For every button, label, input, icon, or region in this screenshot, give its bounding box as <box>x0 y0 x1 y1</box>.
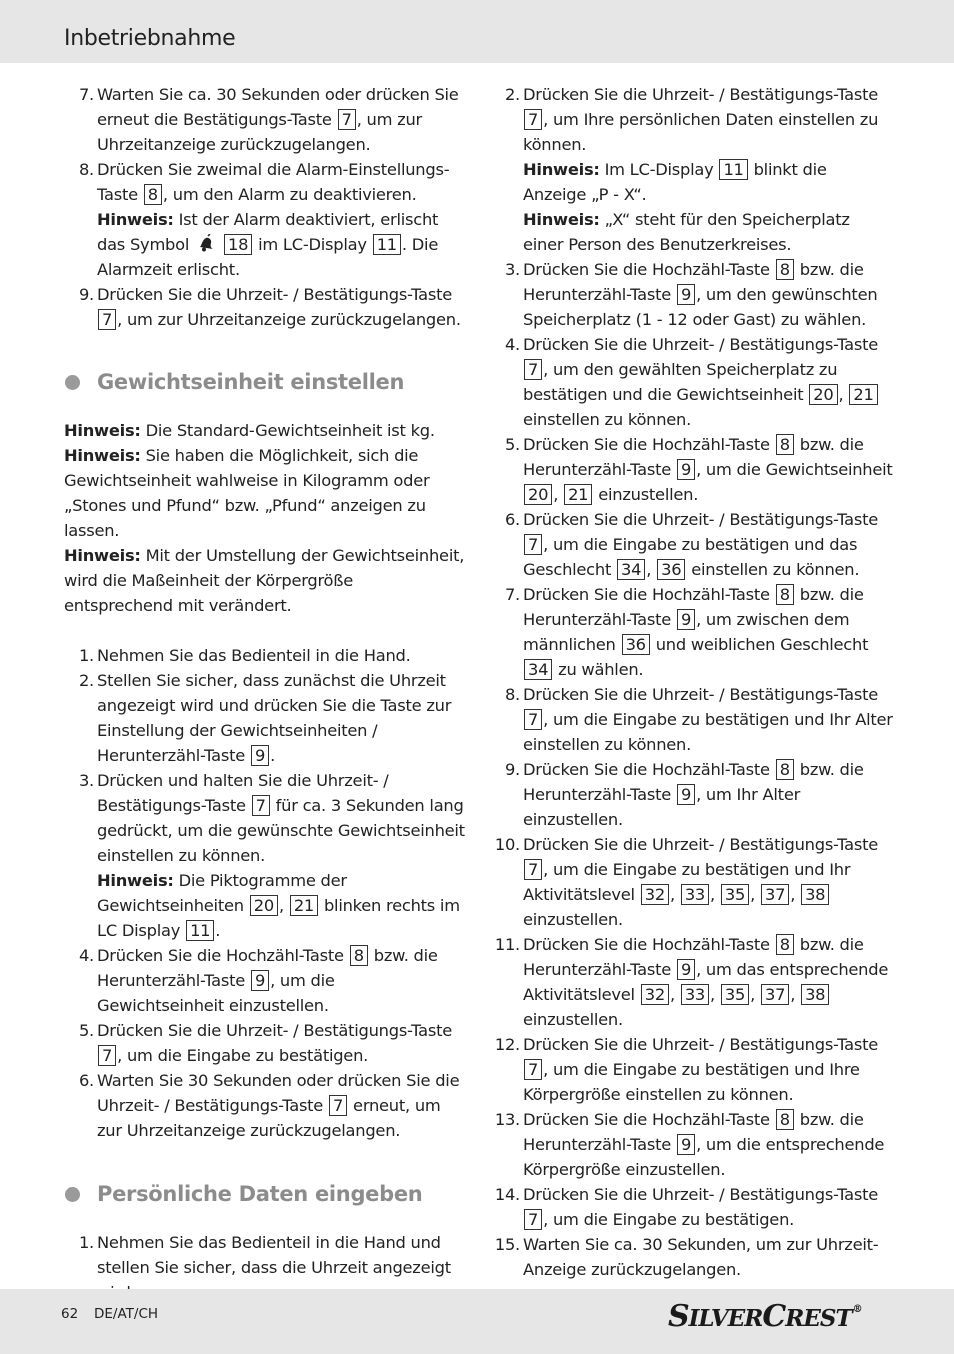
text-run: . <box>215 921 221 940</box>
text-run: . Die Alarmzeit erlischt. <box>97 235 439 279</box>
item-number: 1. <box>78 1233 94 1252</box>
text-run: , <box>646 560 657 579</box>
key-reference: 9 <box>677 459 695 480</box>
text-run: , um den gewünschten Speicherplatz (1 - 12 oder Gast) zu wählen. <box>523 285 878 329</box>
text-run: , <box>750 885 760 904</box>
item-number: 4. <box>78 946 94 965</box>
item-number: 8. <box>504 685 520 704</box>
list-item <box>490 1232 894 1282</box>
text-run: Drücken Sie die Uhrzeit- / Bestätigungs-Taste <box>523 835 879 854</box>
key-reference: 36 <box>657 559 685 580</box>
list-item <box>490 932 894 1032</box>
text-run: „X“ steht für den Speicherplatz einer Person des Benutzerkreises. <box>523 210 850 254</box>
item-number: 7. <box>504 585 520 604</box>
section-title: Gewichtseinheit einstellen <box>97 370 405 394</box>
note-paragraph <box>64 543 466 618</box>
list-item <box>64 768 466 943</box>
note-label: Hinweis: <box>523 210 600 229</box>
key-reference: 7 <box>98 309 116 330</box>
logo-part: S <box>668 1299 689 1334</box>
text-run: , um den Alarm zu deaktivieren. <box>162 185 417 204</box>
key-reference: 37 <box>761 984 789 1005</box>
key-reference: 9 <box>251 745 269 766</box>
key-reference: 11 <box>373 234 401 255</box>
logo-registered-mark: ® <box>852 1304 862 1315</box>
text-run: , <box>278 896 289 915</box>
text-run: , <box>710 885 720 904</box>
text-run: , um die Eingabe zu bestätigen. <box>543 1210 795 1229</box>
item-number: 1. <box>78 646 94 665</box>
text-run: , um zur Uhrzeitanzeige zurückzugelangen. <box>97 110 422 154</box>
list-item <box>490 1032 894 1107</box>
text-run: Drücken Sie die Uhrzeit- / Bestätigungs-Taste <box>523 1185 879 1204</box>
text-run: , um die Eingabe zu bestätigen. <box>117 1046 369 1065</box>
text-run: , um die Gewichtseinheit einzustellen. <box>97 971 335 1015</box>
key-reference: 7 <box>252 795 270 816</box>
key-reference: 35 <box>721 884 749 905</box>
key-reference: 7 <box>524 1059 542 1080</box>
list-item <box>490 432 894 507</box>
section-heading-weight-unit <box>64 368 466 408</box>
key-reference: 32 <box>641 884 669 905</box>
text-run: bzw. die Herunterzähl-Taste <box>523 760 864 804</box>
note-label: Hinweis: <box>64 421 141 440</box>
text-run: , um das entsprechende Aktivitätslevel <box>523 960 889 1004</box>
text-run: bzw. die Herunterzähl-Taste <box>523 1110 864 1154</box>
logo-part: ILVER <box>688 1305 763 1332</box>
key-reference: 8 <box>776 934 794 955</box>
header-bar <box>0 0 954 63</box>
text-run: blinkt die Anzeige „P - X“. <box>523 160 827 204</box>
item-number: 5. <box>504 435 520 454</box>
text-run: bzw. die Herunterzähl-Taste <box>523 435 864 479</box>
text-run: Drücken Sie die Uhrzeit- / Bestätigungs-Taste <box>523 85 879 104</box>
text-run: einstellen zu können. <box>523 410 692 429</box>
text-run: . <box>270 746 276 765</box>
key-reference: 20 <box>524 484 552 505</box>
key-reference: 7 <box>524 534 542 555</box>
item-number: 4. <box>504 335 520 354</box>
text-run: Drücken Sie die Uhrzeit- / Bestätigungs-Taste <box>523 510 879 529</box>
text-run: , <box>790 885 801 904</box>
key-reference: 8 <box>776 759 794 780</box>
text-run: im LC-Display <box>253 235 372 254</box>
text-run: Drücken Sie die Hochzähl-Taste <box>523 1110 775 1129</box>
text-run: Nehmen Sie das Bedienteil in die Hand. <box>97 646 411 665</box>
key-reference: 20 <box>250 895 278 916</box>
list-item <box>64 82 466 157</box>
note-paragraph <box>64 443 466 543</box>
key-reference: 8 <box>776 434 794 455</box>
list-item <box>490 332 894 432</box>
text-run: , um zwischen dem männlichen <box>523 610 850 654</box>
key-reference: 7 <box>338 109 356 130</box>
key-reference: 21 <box>290 895 318 916</box>
list-a <box>64 82 466 332</box>
text-run: Warten Sie 30 Sekunden oder drücken Sie die Uhrzeit- / Bestätigungs-Taste <box>97 1071 460 1115</box>
key-reference: 21 <box>849 384 877 405</box>
item-number: 2. <box>504 85 520 104</box>
key-reference: 34 <box>617 559 645 580</box>
key-reference: 38 <box>801 984 829 1005</box>
list-item <box>64 157 466 282</box>
logo-part: REST <box>785 1305 852 1332</box>
key-reference: 9 <box>677 284 695 305</box>
text-run: , um Ihr Alter einzustellen. <box>523 785 801 829</box>
item-number: 8. <box>78 160 94 179</box>
text-run: einzustellen. <box>593 485 699 504</box>
text-run: Die Piktogramme der Gewichtseinheiten <box>97 871 347 915</box>
key-reference: 7 <box>524 109 542 130</box>
text-run: , <box>669 985 680 1004</box>
text-run: , um die entsprechende Körpergröße einzustellen. <box>523 1135 885 1179</box>
note-label: Hinweis: <box>97 871 174 890</box>
bullet-dot <box>65 375 80 390</box>
text-run: Nehmen Sie das Bedienteil in die Hand und stellen Sie sicher, dass die Uhrzeit angezeigt <box>97 1233 451 1277</box>
text-run: Warten Sie ca. 30 Sekunden, um zur Uhrzeit-Anzeige zurückzugelangen. <box>523 1235 879 1279</box>
text-run: blinken rechts im LC Display <box>97 896 460 940</box>
list-item <box>490 257 894 332</box>
item-number: 7. <box>78 85 94 104</box>
key-reference: 36 <box>622 634 650 655</box>
item-number: 9. <box>78 285 94 304</box>
key-reference: 32 <box>641 984 669 1005</box>
key-reference: 9 <box>677 609 695 630</box>
key-reference: 38 <box>801 884 829 905</box>
key-reference: 33 <box>681 884 709 905</box>
text-run: Drücken Sie die Hochzähl-Taste <box>523 260 775 279</box>
text-run: einstellen zu können. <box>686 560 860 579</box>
text-run: bzw. die Herunterzähl-Taste <box>523 585 864 629</box>
text-run: , <box>750 985 760 1004</box>
key-reference: 8 <box>776 1109 794 1130</box>
section-heading-personal-data <box>64 1180 466 1220</box>
locale-label: DE/AT/CH <box>94 1306 159 1322</box>
key-reference: 7 <box>524 1209 542 1230</box>
note-label: Hinweis: <box>523 160 600 179</box>
text-run: , um die Eingabe zu bestätigen und Ihr Alter einstellen zu können. <box>523 710 893 754</box>
text-run: , <box>838 385 849 404</box>
text-run: , um Ihre persönlichen Daten einstellen zu können. <box>523 110 879 154</box>
text-run: Drücken Sie die Uhrzeit- / Bestätigungs-Taste <box>97 285 453 304</box>
list-item <box>490 757 894 832</box>
key-reference: 9 <box>677 959 695 980</box>
text-run: Drücken Sie die Uhrzeit- / Bestätigungs-Taste <box>523 1035 879 1054</box>
item-number: 3. <box>504 260 520 279</box>
item-number: 13. <box>494 1110 520 1129</box>
key-reference: 8 <box>776 584 794 605</box>
text-run: bzw. die Herunterzähl-Taste <box>523 935 864 979</box>
text-run: , um die Gewichtseinheit <box>696 460 893 479</box>
logo-part: C <box>762 1299 786 1334</box>
list-item <box>490 832 894 932</box>
item-number: 2. <box>78 671 94 690</box>
key-reference: 7 <box>524 859 542 880</box>
text-run: Warten Sie ca. 30 Sekunden oder drücken Sie erneut die Bestätigungs-Taste <box>97 85 459 129</box>
key-reference: 9 <box>677 1134 695 1155</box>
brand-logo <box>668 1299 862 1334</box>
text-run: Sie haben die Möglichkeit, sich die Gewichtseinheit wahlweise in Kilogramm oder „Stones und Pfund“ bzw. „Pfund“ anzeigen zu lassen. <box>64 446 430 540</box>
text-run: , <box>669 885 680 904</box>
text-run: einzustellen. <box>523 910 623 929</box>
key-reference: 21 <box>564 484 592 505</box>
text-run: Drücken Sie die Uhrzeit- / Bestätigungs-Taste <box>97 1021 453 1040</box>
text-run: , <box>790 985 801 1004</box>
text-run: Drücken Sie die Hochzähl-Taste <box>523 435 775 454</box>
item-number: 10. <box>494 835 520 854</box>
text-run: , <box>710 985 720 1004</box>
item-number: 6. <box>504 510 520 529</box>
note-label: Hinweis: <box>64 446 141 465</box>
text-run: für ca. 3 Sekunden lang gedrückt, um die gewünschte Gewichtseinheit einstellen zu können. <box>97 796 465 865</box>
list-item <box>490 682 894 757</box>
text-run: , um zur Uhrzeitanzeige zurückzugelangen. <box>117 310 461 329</box>
item-number: 5. <box>78 1021 94 1040</box>
list-b <box>64 643 466 1143</box>
list-item <box>490 1182 894 1232</box>
list-item <box>490 582 894 682</box>
footer-bar <box>0 1289 954 1354</box>
list-item <box>64 668 466 768</box>
key-reference: 9 <box>251 970 269 991</box>
text-run: , um die Eingabe zu bestätigen und das Geschlecht <box>523 535 858 579</box>
list-item <box>64 1018 466 1068</box>
text-run: , <box>553 485 564 504</box>
item-number: 15. <box>494 1235 520 1254</box>
page-title: Inbetriebnahme <box>64 26 236 51</box>
bullet-dot <box>65 1187 80 1202</box>
text-run: bzw. die Herunterzähl-Taste <box>523 260 864 304</box>
section-title: Persönliche Daten eingeben <box>97 1182 423 1206</box>
text-run: Drücken Sie die Hochzähl-Taste <box>97 946 349 965</box>
key-reference: 8 <box>776 259 794 280</box>
text-run: Stellen Sie sicher, dass zunächst die Uhrzeit angezeigt wird und drücken Sie die Taste zur Einstellung der Gewichtseinheiten / Herunterzähl-Taste <box>97 671 452 765</box>
alarm-bell-icon <box>196 234 216 252</box>
notes <box>64 418 466 618</box>
text-run <box>218 235 223 254</box>
key-reference: 9 <box>677 784 695 805</box>
text-run: Drücken Sie die Uhrzeit- / Bestätigungs-Taste <box>523 335 879 354</box>
text-run: und weiblichen Geschlecht <box>650 635 869 654</box>
text-run: Drücken Sie die Hochzähl-Taste <box>523 935 775 954</box>
key-reference: 8 <box>350 945 368 966</box>
text-run: Im LC-Display <box>599 160 719 179</box>
text-run: zu wählen. <box>553 660 644 679</box>
text-run: Drücken Sie zweimal die Alarm-Einstellungs-Taste <box>97 160 450 204</box>
list-right <box>490 82 894 1282</box>
item-number: 3. <box>78 771 94 790</box>
text-run: Ist der Alarm deaktiviert, erlischt das Symbol <box>97 210 439 254</box>
text-run: Die Standard-Gewichtseinheit ist kg. <box>140 421 435 440</box>
list-item <box>64 282 466 332</box>
page-number: 62 <box>61 1306 79 1322</box>
text-run: Drücken Sie die Uhrzeit- / Bestätigungs-Taste <box>523 685 879 704</box>
list-item <box>64 643 466 668</box>
item-number: 14. <box>494 1185 520 1204</box>
text-run: Mit der Umstellung der Gewichtseinheit, wird die Maßeinheit der Körpergröße entsprechend mit verändert. <box>64 546 465 615</box>
key-reference: 18 <box>224 234 252 255</box>
key-reference: 7 <box>98 1045 116 1066</box>
list-item <box>64 1068 466 1143</box>
text-run: Drücken Sie die Hochzähl-Taste <box>523 585 775 604</box>
text-run: bzw. die Herunterzähl-Taste <box>97 946 438 990</box>
text-run: , um den gewählten Speicherplatz zu bestätigen und die Gewichtseinheit <box>523 360 838 404</box>
key-reference: 7 <box>524 709 542 730</box>
key-reference: 20 <box>809 384 837 405</box>
key-reference: 8 <box>144 184 162 205</box>
item-number: 9. <box>504 760 520 779</box>
list-item <box>64 943 466 1018</box>
text-run: einzustellen. <box>523 1010 623 1029</box>
note-paragraph <box>64 418 466 443</box>
key-reference: 7 <box>524 359 542 380</box>
key-reference: 33 <box>681 984 709 1005</box>
key-reference: 37 <box>761 884 789 905</box>
key-reference: 11 <box>719 159 747 180</box>
note-label: Hinweis: <box>64 546 141 565</box>
key-reference: 35 <box>721 984 749 1005</box>
left-column <box>64 82 466 1305</box>
text-run: Drücken und halten Sie die Uhrzeit- / Bestätigungs-Taste <box>97 771 389 815</box>
list-item <box>490 82 894 257</box>
text-run: , um die Eingabe zu bestätigen und Ihr Aktivitätslevel <box>523 860 851 904</box>
key-reference: 34 <box>524 659 552 680</box>
text-run: Drücken Sie die Hochzähl-Taste <box>523 760 775 779</box>
text-run: erneut, um zur Uhrzeitanzeige zurückzugelangen. <box>97 1096 441 1140</box>
key-reference: 7 <box>329 1095 347 1116</box>
text-run: , um die Eingabe zu bestätigen und Ihre Körpergröße einstellen zu können. <box>523 1060 860 1104</box>
item-number: 11. <box>494 935 520 954</box>
item-number: 6. <box>78 1071 94 1090</box>
item-number: 12. <box>494 1035 520 1054</box>
list-item <box>490 1107 894 1182</box>
key-reference: 11 <box>186 920 214 941</box>
note-label: Hinweis: <box>97 210 174 229</box>
list-item <box>490 507 894 582</box>
right-column <box>490 82 894 1282</box>
